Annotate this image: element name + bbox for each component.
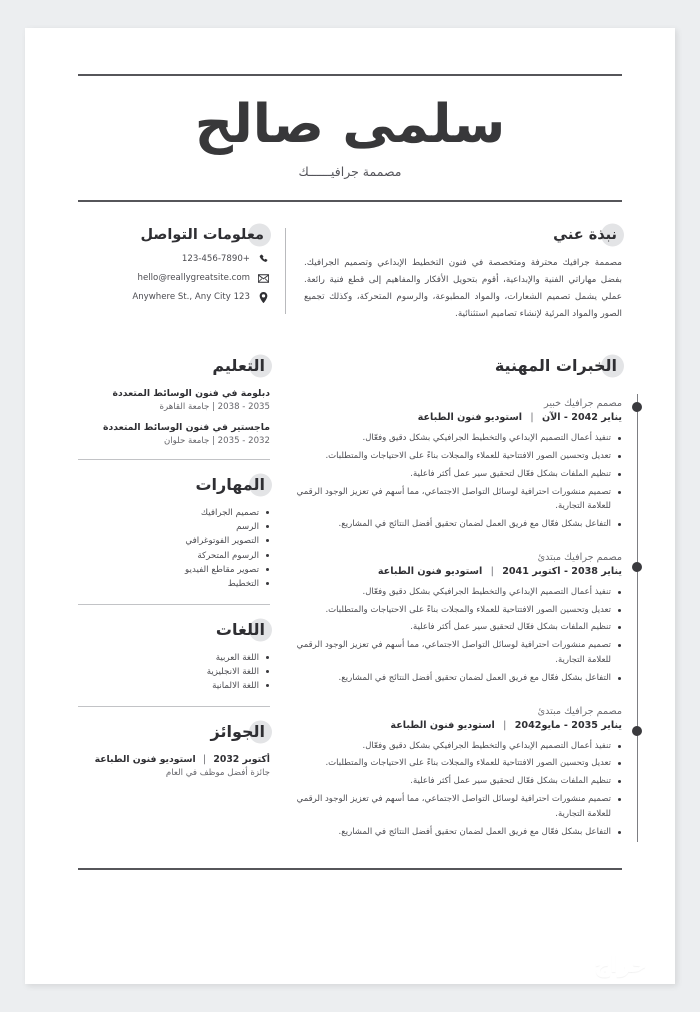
education-degree: دبلومة في فنون الوسائط المتعددة [112, 388, 270, 400]
languages-section [78, 618, 270, 693]
experience-meta [296, 566, 622, 577]
experience-timeline [637, 394, 639, 842]
contact-value-address: Anywhere St., Any City 123 [132, 292, 250, 303]
about-heading: نبذة عني [549, 224, 622, 246]
experience-bullets [296, 739, 622, 840]
watermark: حراج [594, 953, 647, 978]
list-item: التفاعل بشكل فعّال مع فريق العمل لضمان تحقيق أفضل النتائج في المشاريع. [296, 671, 622, 686]
column-divider [285, 228, 286, 314]
contact-value-phone: 123-456-7890+ [181, 254, 250, 265]
experience-entry [296, 706, 622, 840]
education-degree: ماجستير في فنون الوسائط المتعددة [102, 422, 270, 434]
experience-meta [296, 720, 622, 731]
contact-heading: معلومات التواصل [136, 224, 269, 246]
job-title: مصممة جرافيــــــك [298, 163, 402, 179]
list-item: تعديل وتحسين الصور الافتتاحية للعملاء والمجلات بناءً على الاحتياجات والمتطلبات. [296, 756, 622, 771]
list-item: التفاعل بشكل فعّال مع فريق العمل لضمان تحقيق أفضل النتائج في المشاريع. [296, 825, 622, 840]
timeline-dot [632, 726, 642, 736]
awards-heading: الجوائز [207, 720, 271, 744]
list-item: اللغة الالمانية [78, 679, 270, 693]
languages-heading: اللغات [212, 618, 270, 642]
education-entry [78, 388, 270, 412]
contact-item-email[interactable] [78, 273, 269, 284]
list-item: تنظيم الملفات بشكل فعّال لتحقيق سير عمل أكثر فاعلية. [296, 467, 622, 482]
list-item: اللغة الانجليزية [78, 665, 270, 679]
experience-role: مصمم جرافيك مبتدئ [537, 551, 622, 563]
experience-dates: يناير 2038 - اكتوبر 2041 [502, 565, 622, 577]
contact-list [78, 254, 269, 303]
meta-separator: | [503, 719, 507, 731]
list-item: التصوير الفوتوغرافي [78, 534, 270, 548]
phone-icon [258, 254, 269, 265]
contact-item-phone[interactable] [78, 254, 269, 265]
experience-company: استوديو فنون الطباعة [377, 565, 483, 577]
experience-company: استوديو فنون الطباعة [390, 719, 495, 731]
timeline-dot [632, 562, 642, 572]
education-subline [78, 402, 270, 412]
list-item: تصميم منشورات احترافية لوسائل التواصل الاجتماعي، مما أسهم في تعزيز الوجود الرقمي للعلامة التجارية. [296, 792, 622, 822]
education-dates: 2032 - 2035 [217, 436, 270, 447]
experience-bullets [296, 431, 622, 532]
meta-separator: | [202, 754, 207, 766]
meta-separator: | [530, 412, 534, 424]
section-divider [78, 604, 270, 605]
list-item: تنفيذ أعمال التصميم الإبداعي والتخطيط الجرافيكي بشكل دقيق وفعّال. [296, 585, 622, 600]
timeline-dot [632, 402, 642, 412]
contact-item-address[interactable] [78, 292, 269, 303]
experience-bullets [296, 585, 622, 686]
list-item: التخطيط [78, 577, 270, 591]
page-title: سلمى صالح [194, 93, 506, 155]
about-text: مصممة جرافيك محترفة ومتخصصة في فنون التخطيط الإبداعي وتصميم الجرافيك. بفضل مهاراتي الفنية والإبداعية، أقوم بتحويل الأفكار والمفاهيم إلى قطع فنية رائعة. عملي يشمل تصميم الشعارات، والمواد المطبوعة، والرسوم المتحركة، وكذلك تجميع الصور والمواد المرئية لإنشاء تصاميم استثنائية. [304, 257, 622, 320]
award-meta [78, 754, 270, 765]
list-item: تصميم منشورات احترافية لوسائل التواصل الاجتماعي، مما أسهم في تعزيز الوجود الرقمي للعلامة التجارية. [296, 485, 622, 515]
meta-separator: | [209, 436, 215, 447]
list-item: تنفيذ أعمال التصميم الإبداعي والتخطيط الجرافيكي بشكل دقيق وفعّال. [296, 739, 622, 754]
education-dates: 2035 - 2038 [217, 402, 270, 413]
mail-icon [258, 273, 269, 284]
experience-company: استوديو فنون الطباعة [417, 412, 523, 424]
list-item: اللغة العربية [78, 651, 270, 665]
experience-dates: يناير 2042 - الآن [541, 412, 622, 424]
education-subline [78, 436, 270, 446]
sidebar-column [78, 354, 286, 780]
meta-separator: | [490, 565, 494, 577]
list-item: الرسوم المتحركة [78, 549, 270, 563]
education-institution: جامعة القاهرة [159, 402, 210, 413]
awards-section [78, 720, 270, 778]
education-section [78, 354, 270, 446]
footer-rule [78, 868, 622, 870]
resume-page [25, 28, 675, 984]
award-organization: استوديو فنون الطباعة [94, 754, 196, 766]
experience-role: مصمم جرافيك مبتدئ [537, 705, 622, 717]
award-date: أكتوبر 2032 [213, 754, 270, 766]
section-divider [78, 459, 270, 460]
section-divider [78, 706, 270, 707]
experience-heading: الخبرات المهنية [491, 354, 622, 378]
meta-separator: | [209, 402, 215, 413]
list-item: تصوير مقاطع الفيديو [78, 563, 270, 577]
resume-header [25, 74, 675, 202]
experience-meta [296, 412, 622, 423]
education-entry [78, 422, 270, 446]
list-item: تصميم الجرافيك [78, 506, 270, 520]
contact-section [78, 224, 285, 303]
education-heading: التعليم [208, 354, 270, 378]
list-item: الرسم [78, 520, 270, 534]
list-item: تنظيم الملفات بشكل فعّال لتحقيق سير عمل أكثر فاعلية. [296, 620, 622, 635]
experience-section [286, 354, 622, 842]
summary-contact-band [25, 224, 675, 324]
main-content-band [25, 354, 675, 842]
experience-dates: يناير 2035 - مايو2042 [514, 719, 622, 731]
list-item: تنفيذ أعمال التصميم الإبداعي والتخطيط الجرافيكي بشكل دقيق وفعّال. [296, 431, 622, 446]
experience-entry [296, 552, 622, 686]
languages-list [78, 651, 270, 693]
list-item: التفاعل بشكل فعّال مع فريق العمل لضمان تحقيق أفضل النتائج في المشاريع. [296, 517, 622, 532]
about-section [286, 224, 622, 324]
skills-list [78, 506, 270, 591]
list-item: تعديل وتحسين الصور الافتتاحية للعملاء والمجلات بناءً على الاحتياجات والمتطلبات. [296, 603, 622, 618]
contact-value-email: hello@reallygreatsite.com [137, 273, 250, 284]
header-top-rule [78, 74, 622, 76]
list-item: تنظيم الملفات بشكل فعّال لتحقيق سير عمل أكثر فاعلية. [296, 774, 622, 789]
location-pin-icon [258, 292, 269, 303]
experience-role: مصمم جرافيك خبير [544, 398, 622, 410]
skills-heading: المهارات [191, 473, 270, 497]
skills-section [78, 473, 270, 591]
award-title: جائزة أفضل موظف في العام [165, 768, 270, 779]
list-item: تعديل وتحسين الصور الافتتاحية للعملاء والمجلات بناءً على الاحتياجات والمتطلبات. [296, 449, 622, 464]
header-bottom-rule [78, 200, 622, 202]
experience-entry [296, 398, 622, 532]
education-institution: جامعة حلوان [163, 436, 210, 447]
award-entry [78, 754, 270, 778]
list-item: تصميم منشورات احترافية لوسائل التواصل الاجتماعي، مما أسهم في تعزيز الوجود الرقمي للعلامة التجارية. [296, 638, 622, 668]
